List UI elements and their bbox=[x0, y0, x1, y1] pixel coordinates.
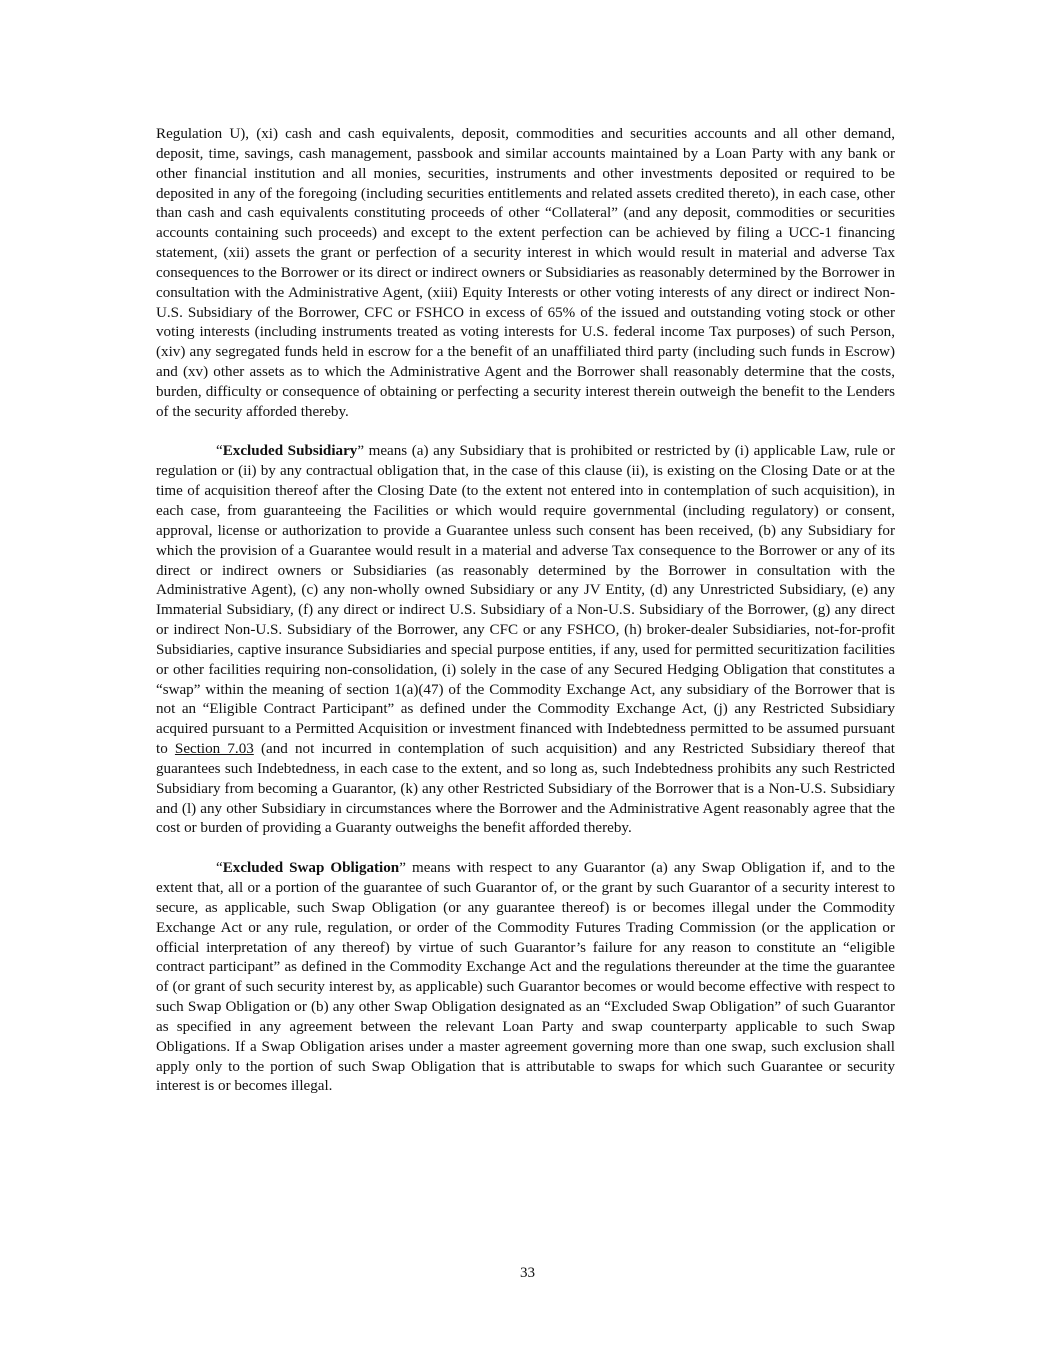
document-body bbox=[156, 125, 895, 1117]
paragraph-text: ” means with respect to any Guarantor (a) any Swap Obligation if, and to the extent that, all or a portion of the guarantee of such Guarantor of, or the grant by such Guarantor of a security interest to secure, as applicable, such Swap Obligation (or any guarantee thereof) is or becomes illegal under the Commodity Exchange Act or any rule, regulation, or order of the Commodity Futures Trading Commission (or the application or official interpretation of any thereof) by virtue of such Guarantor’s failure for any reason to constitute an “eligible contract participant” as defined in the Commodity Exchange Act and the regulations thereunder at the time the guarantee of (or grant of such security interest by, as applicable) such Guarantor becomes or would become effective with respect to such Swap Obligation or (b) any other Swap Obligation designated as an “Excluded Swap Obligation” of such Guarantor as specified in any agreement between the relevant Loan Party and swap counterparty applicable to such Swap Obligations. If a Swap Obligation arises under a master agreement governing more than one swap, such exclusion shall apply only to the portion of such Swap Obligation that is attributable to swaps for which such Guarantee or security interest is or becomes illegal. bbox=[156, 860, 895, 1095]
paragraph-excluded-assets-continued bbox=[156, 125, 895, 423]
open-quote: “ bbox=[216, 443, 223, 460]
page-number: 33 bbox=[519, 1265, 536, 1281]
paragraph-text: (and not incurred in contemplation of such acquisition) and any Restricted Subsidiary thereof that guarantees such Indebtedness, in each case to the extent, and so long as, such Indebtedness prohibits any such Restricted Subsidiary from becoming a Guarantor, (k) any other Restricted Subsidiary of the Borrower that is a Non-U.S. Subsidiary and (l) any other Subsidiary in circumstances where the Borrower and the Administrative Agent reasonably agree that the cost or burden of providing a Guaranty outweighs the benefit afforded thereby. bbox=[156, 741, 895, 837]
paragraph-excluded-swap-obligation bbox=[156, 859, 895, 1097]
section-reference-link[interactable]: Section 7.03 bbox=[174, 741, 254, 758]
open-quote: “ bbox=[216, 860, 223, 877]
paragraph-excluded-subsidiary bbox=[156, 442, 895, 839]
defined-term-excluded-subsidiary: Excluded Subsidiary bbox=[222, 443, 358, 460]
paragraph-text: Regulation U), (xi) cash and cash equivalents, deposit, commodities and securities accounts and all other demand, deposit, time, savings, cash management, passbook and similar accounts maintained by a Loan Party with any bank or other financial institution and all monies, securities, instruments and other investments deposited or required to be deposited in any of the foregoing (including securities entitlements and related assets credited thereto), in each case, other than cash and cash equivalents constituting proceeds of other “Collateral” (and any deposit, commodities or securities accounts containing such proceeds) and except to the extent perfection can be achieved by filing a UCC-1 financing statement, (xii) assets the grant or perfection of a security interest in which would result in material and adverse Tax consequences to the Borrower or its direct or indirect owners or Subsidiaries as reasonably determined by the Borrower in consultation with the Administrative Agent, (xiii) Equity Interests or other voting interests of any direct or indirect Non-U.S. Subsidiary of the Borrower, CFC or FSHCO in excess of 65% of the issued and outstanding voting stock or other voting interests (including instruments treated as voting interests for U.S. federal income Tax purposes) of such Person, (xiv) any segregated funds held in escrow for a the benefit of an unaffiliated third party (including such funds in Escrow) and (xv) other assets as to which the Administrative Agent and the Borrower shall reasonably determine that the costs, burden, difficulty or consequence of obtaining or perfecting a security interest therein outweigh the benefit to the Lenders of the security afforded thereby. bbox=[156, 126, 895, 420]
defined-term-excluded-swap-obligation: Excluded Swap Obligation bbox=[222, 860, 400, 877]
paragraph-text: ” means (a) any Subsidiary that is prohibited or restricted by (i) applicable Law, rule or regulation or (ii) by any contractual obligation that, in the case of this clause (ii), is existing on the Closing Date or at the time of acquisition thereof after the Closing Date (to the extent not entered into in contemplation of such acquisition), in each case, from guaranteeing the Facilities or which would require governmental (including regulatory) or consent, approval, license or authorization to provide a Guarantee unless such consent has been received, (b) any Subsidiary for which the provision of a Guarantee would result in a material and adverse Tax consequence to the Borrower or any of its direct or indirect owners or Subsidiaries (as reasonably determined by the Borrower in consultation with the Administrative Agent), (c) any non-wholly owned Subsidiary or any JV Entity, (d) any Unrestricted Subsidiary, (e) any Immaterial Subsidiary, (f) any direct or indirect U.S. Subsidiary of a Non-U.S. Subsidiary of the Borrower, (g) any direct or indirect Non-U.S. Subsidiary of the Borrower, any CFC or any FSHCO, (h) broker-dealer Subsidiaries, not-for-profit Subsidiaries, captive insurance Subsidiaries and special purpose entities, if any, used for permitted securitization facilities or other facilities requiring non-consolidation, (i) solely in the case of any Secured Hedging Obligation that constitutes a “swap” within the meaning of section 1(a)(47) of the Commodity Exchange Act, any subsidiary of the Borrower that is not an “Eligible Contract Participant” as defined under the Commodity Exchange Act, (j) any Restricted Subsidiary acquired pursuant to a Permitted Acquisition or investment financed with Indebtedness permitted to be assumed pursuant to bbox=[156, 443, 896, 758]
